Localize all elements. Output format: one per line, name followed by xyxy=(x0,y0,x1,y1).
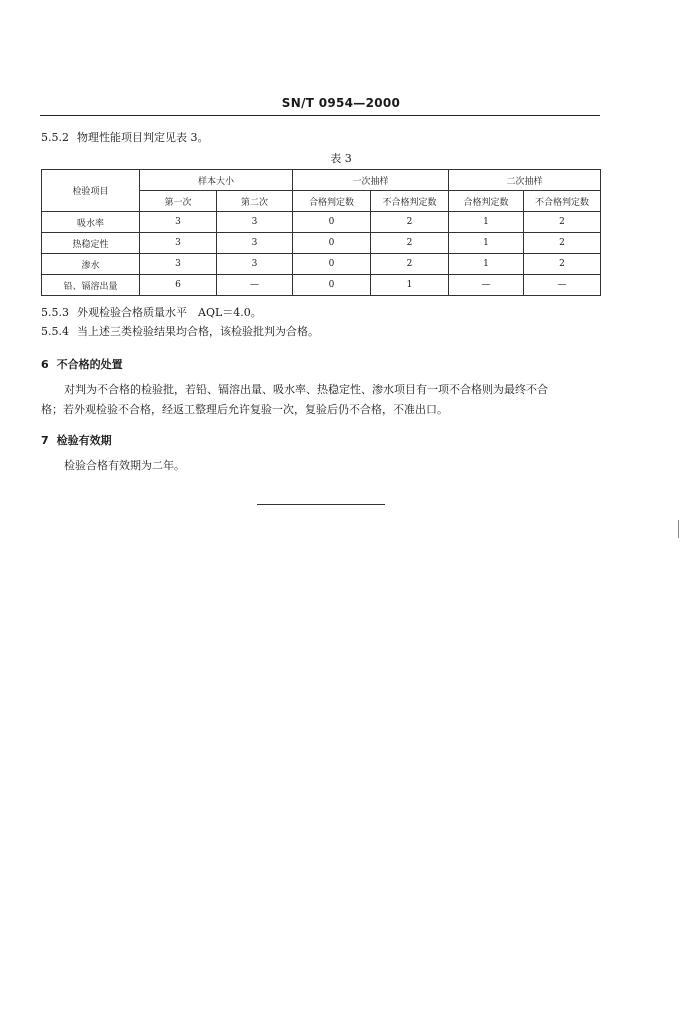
section-6-line-1: 对判为不合格的检验批，若铅、镉溶出量、吸水率、热稳定性、渗水项目有一项不合格则为最终不合 xyxy=(64,383,548,396)
subheader-cell: 第一次 xyxy=(140,191,217,212)
clause-text: 当上述三类检验结果均合格，该检验批判为合格。 xyxy=(77,325,319,338)
clause-5-5-2 xyxy=(41,131,209,145)
table-cell: 2 xyxy=(371,212,449,233)
subheader-cell: 第二次 xyxy=(217,191,293,212)
clause-5-5-3 xyxy=(41,306,262,320)
table-cell: 2 xyxy=(524,254,601,275)
table-cell: 0 xyxy=(293,254,371,275)
table-header-row xyxy=(42,170,601,191)
section-6-line-2: 格；若外观检验不合格，经返工整理后允许复验一次，复验后仍不合格，不准出口。 xyxy=(41,403,448,416)
header-sample-size: 样本大小 xyxy=(140,170,293,191)
row-item: 渗水 xyxy=(42,254,140,275)
table-cell: 3 xyxy=(140,212,217,233)
standard-code-header: SN/T 0954—2000 xyxy=(281,96,401,110)
clause-number: 5.5.3 xyxy=(41,306,69,319)
table-cell: 1 xyxy=(449,254,524,275)
header-item: 检验项目 xyxy=(42,170,140,212)
header-single-sampling: 一次抽样 xyxy=(293,170,449,191)
section-6-heading xyxy=(41,356,123,372)
margin-mark xyxy=(678,520,679,538)
table-row xyxy=(42,275,601,296)
end-rule xyxy=(257,504,385,505)
inspection-table xyxy=(41,169,601,296)
table-cell: 3 xyxy=(140,233,217,254)
header-double-sampling: 二次抽样 xyxy=(449,170,601,191)
table-cell: 2 xyxy=(371,233,449,254)
clause-5-5-4 xyxy=(41,325,319,339)
section-7-text: 检验合格有效期为二年。 xyxy=(64,459,185,472)
subheader-cell: 合格判定数 xyxy=(293,191,371,212)
section-title: 不合格的处置 xyxy=(56,358,123,371)
clause-text: 物理性能项目判定见表 3。 xyxy=(77,131,209,144)
table-cell: — xyxy=(524,275,601,296)
section-title: 检验有效期 xyxy=(56,434,112,447)
row-item: 吸水率 xyxy=(42,212,140,233)
row-item: 铅、镉溶出量 xyxy=(42,275,140,296)
table-cell: — xyxy=(449,275,524,296)
table-cell: 0 xyxy=(293,233,371,254)
table-cell: 1 xyxy=(371,275,449,296)
section-7-heading xyxy=(41,432,112,448)
table-row xyxy=(42,233,601,254)
table-row xyxy=(42,212,601,233)
table-cell: 0 xyxy=(293,275,371,296)
section-number: 6 xyxy=(41,358,49,371)
table-cell: 1 xyxy=(449,233,524,254)
row-item: 热稳定性 xyxy=(42,233,140,254)
table-row xyxy=(42,254,601,275)
header-rule xyxy=(40,115,600,116)
clause-text: 外观检验合格质量水平 AQL＝4.0。 xyxy=(77,306,262,319)
subheader-cell: 不合格判定数 xyxy=(371,191,449,212)
subheader-cell: 不合格判定数 xyxy=(524,191,601,212)
table-cell: 2 xyxy=(371,254,449,275)
table-cell: 3 xyxy=(140,254,217,275)
table-cell: 3 xyxy=(217,254,293,275)
table-caption: 表 3 xyxy=(330,152,352,165)
table-cell: 2 xyxy=(524,212,601,233)
table-cell: 2 xyxy=(524,233,601,254)
table-cell: 0 xyxy=(293,212,371,233)
table-cell: — xyxy=(217,275,293,296)
table-cell: 3 xyxy=(217,212,293,233)
table-cell: 6 xyxy=(140,275,217,296)
clause-number: 5.5.4 xyxy=(41,325,69,338)
section-number: 7 xyxy=(41,434,49,447)
subheader-cell: 合格判定数 xyxy=(449,191,524,212)
clause-number: 5.5.2 xyxy=(41,131,69,144)
table-cell: 3 xyxy=(217,233,293,254)
table-cell: 1 xyxy=(449,212,524,233)
